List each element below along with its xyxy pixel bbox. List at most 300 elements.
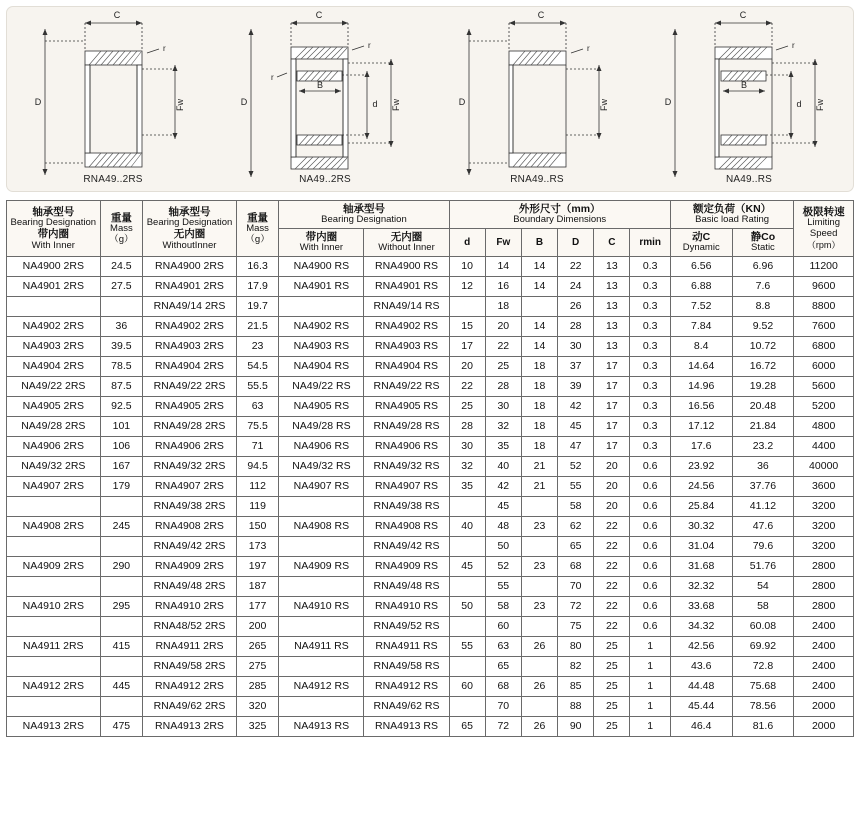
- table-cell: [279, 536, 364, 556]
- table-cell: 15: [449, 316, 485, 336]
- header-en: Bearing Designation: [10, 216, 97, 228]
- table-cell: 0.3: [630, 396, 670, 416]
- table-cell: 34.32: [670, 616, 732, 636]
- table-cell: NA4913 2RS: [7, 716, 101, 736]
- header-mass-without-inner: [236, 201, 279, 257]
- table-cell: 30: [558, 336, 594, 356]
- table-cell: 13: [594, 336, 630, 356]
- svg-text:r: r: [163, 44, 166, 53]
- table-cell: 17: [594, 436, 630, 456]
- table-cell: RNA4911 RS: [364, 636, 449, 656]
- header-d-outer: D: [558, 228, 594, 256]
- table-cell: 78.56: [732, 696, 794, 716]
- table-cell: NA4906 2RS: [7, 436, 101, 456]
- table-cell: [7, 616, 101, 636]
- table-cell: 2000: [794, 696, 854, 716]
- table-cell: RNA4902 2RS: [143, 316, 237, 336]
- table-cell: 0.6: [630, 576, 670, 596]
- table-cell: 31.04: [670, 536, 732, 556]
- svg-text:r: r: [792, 41, 795, 50]
- table-cell: 58: [732, 596, 794, 616]
- table-cell: 13: [594, 276, 630, 296]
- table-cell: 22: [594, 516, 630, 536]
- table-cell: [449, 576, 485, 596]
- header-cn: 动C: [692, 230, 711, 243]
- table-cell: 25: [594, 636, 630, 656]
- figure-caption-2: NA49..2RS: [299, 174, 351, 185]
- table-cell: 0.6: [630, 516, 670, 536]
- bearing-drawing-4: [643, 7, 855, 193]
- table-cell: 81.6: [732, 716, 794, 736]
- table-cell: 50: [449, 596, 485, 616]
- table-cell: 42: [558, 396, 594, 416]
- table-cell: 10.72: [732, 336, 794, 356]
- table-cell: 90: [558, 716, 594, 736]
- header-en: With Inner: [299, 242, 344, 254]
- table-cell: 285: [236, 676, 279, 696]
- table-cell: 23.92: [670, 456, 732, 476]
- table-cell: 1: [630, 696, 670, 716]
- table-cell: [100, 656, 143, 676]
- table-cell: 30: [449, 436, 485, 456]
- table-cell: 18: [521, 376, 557, 396]
- table-cell: 0.6: [630, 616, 670, 636]
- table-cell: 33.68: [670, 596, 732, 616]
- table-cell: 16.56: [670, 396, 732, 416]
- table-cell: NA49/32 2RS: [7, 456, 101, 476]
- header-en2: （g）: [109, 233, 134, 245]
- table-cell: 0.6: [630, 596, 670, 616]
- table-cell: 87.5: [100, 376, 143, 396]
- table-cell: RNA49/28 RS: [364, 416, 449, 436]
- table-cell: 26: [521, 676, 557, 696]
- table-cell: RNA4910 RS: [364, 596, 449, 616]
- table-cell: 63: [236, 396, 279, 416]
- table-cell: 290: [100, 556, 143, 576]
- table-cell: 65: [485, 656, 521, 676]
- table-cell: RNA49/32 2RS: [143, 456, 237, 476]
- header-cn: 无内圈: [390, 230, 423, 243]
- group-header-en: Limiting Speed: [807, 217, 841, 240]
- bearing-diagram-strip: [6, 6, 854, 192]
- table-cell: 51.76: [732, 556, 794, 576]
- table-cell: 70: [485, 696, 521, 716]
- table-cell: RNA49/14 RS: [364, 296, 449, 316]
- table-cell: 2800: [794, 596, 854, 616]
- table-cell: 23: [236, 336, 279, 356]
- table-cell: 36: [732, 456, 794, 476]
- header-cn: 静Co: [750, 230, 776, 243]
- header-cn: 轴承型号: [168, 205, 211, 218]
- table-cell: [279, 656, 364, 676]
- group-header-en: Basic load Rating: [695, 214, 770, 226]
- table-cell: 14.96: [670, 376, 732, 396]
- table-body: [7, 256, 854, 736]
- table-cell: 0.6: [630, 456, 670, 476]
- table-cell: 2400: [794, 616, 854, 636]
- table-cell: 7600: [794, 316, 854, 336]
- table-cell: 17.9: [236, 276, 279, 296]
- table-row: [7, 356, 854, 376]
- table-cell: NA4910 RS: [279, 596, 364, 616]
- svg-text:B: B: [316, 80, 324, 90]
- group-header-en: Bearing Designation: [321, 214, 407, 226]
- table-row: [7, 616, 854, 636]
- table-cell: 14: [521, 336, 557, 356]
- table-cell: 42.56: [670, 636, 732, 656]
- table-cell: 25: [594, 696, 630, 716]
- table-cell: 17.12: [670, 416, 732, 436]
- group-header-cn: 额定负荷（KN）: [693, 203, 772, 215]
- table-cell: 9.52: [732, 316, 794, 336]
- table-cell: RNA4908 2RS: [143, 516, 237, 536]
- table-cell: NA4907 2RS: [7, 476, 101, 496]
- svg-text:D: D: [664, 97, 672, 107]
- figure-caption-3: RNA49..RS: [510, 174, 564, 185]
- table-cell: NA4905 2RS: [7, 396, 101, 416]
- table-cell: 45: [558, 416, 594, 436]
- table-cell: 75.68: [732, 676, 794, 696]
- table-cell: 58: [485, 596, 521, 616]
- header-group-designation: [279, 201, 449, 229]
- table-cell: 55: [485, 576, 521, 596]
- table-cell: 22: [594, 576, 630, 596]
- svg-text:C: C: [315, 10, 323, 20]
- table-cell: 47.6: [732, 516, 794, 536]
- table-cell: 112: [236, 476, 279, 496]
- table-row: [7, 656, 854, 676]
- table-cell: 52: [558, 456, 594, 476]
- table-cell: 14.64: [670, 356, 732, 376]
- table-cell: [521, 696, 557, 716]
- bearing-figure-1: [7, 7, 219, 191]
- table-cell: 0.3: [630, 256, 670, 276]
- table-cell: 14: [521, 276, 557, 296]
- table-cell: 35: [449, 476, 485, 496]
- table-cell: 40000: [794, 456, 854, 476]
- table-cell: [7, 536, 101, 556]
- svg-text:d: d: [372, 99, 378, 109]
- header-en: Mass: [246, 222, 269, 234]
- header-designation-without-inner: [143, 201, 237, 257]
- table-cell: RNA4903 RS: [364, 336, 449, 356]
- table-cell: 25: [485, 356, 521, 376]
- table-cell: [449, 496, 485, 516]
- table-cell: RNA4904 RS: [364, 356, 449, 376]
- table-cell: RNA49/32 RS: [364, 456, 449, 476]
- table-cell: 2400: [794, 636, 854, 656]
- table-cell: 16.3: [236, 256, 279, 276]
- table-cell: RNA4901 RS: [364, 276, 449, 296]
- table-cell: 200: [236, 616, 279, 636]
- table-cell: 101: [100, 416, 143, 436]
- table-row: [7, 336, 854, 356]
- header-group-boundary: [449, 201, 670, 229]
- table-cell: 18: [485, 296, 521, 316]
- table-cell: 35: [485, 436, 521, 456]
- header-rmin: rmin: [630, 228, 670, 256]
- table-cell: NA4911 RS: [279, 636, 364, 656]
- svg-text:d: d: [796, 99, 802, 109]
- table-cell: 12: [449, 276, 485, 296]
- table-cell: 5600: [794, 376, 854, 396]
- header-cn: 重量: [247, 211, 269, 224]
- table-cell: 80: [558, 636, 594, 656]
- table-cell: 20: [485, 316, 521, 336]
- header-cn: 重量: [110, 211, 132, 224]
- table-cell: 3200: [794, 536, 854, 556]
- table-cell: 22: [485, 336, 521, 356]
- table-cell: RNA4900 RS: [364, 256, 449, 276]
- table-cell: 6.96: [732, 256, 794, 276]
- table-cell: 23: [521, 516, 557, 536]
- header-en2: WithoutInner: [162, 239, 217, 251]
- table-cell: 20: [594, 496, 630, 516]
- table-row: [7, 536, 854, 556]
- table-cell: 39.5: [100, 336, 143, 356]
- table-cell: 4400: [794, 436, 854, 456]
- table-row: [7, 436, 854, 456]
- table-cell: [7, 576, 101, 596]
- table-cell: RNA49/52 RS: [364, 616, 449, 636]
- header-en: Without Inner: [378, 242, 435, 254]
- header-cn: 轴承型号: [32, 205, 75, 218]
- table-cell: 2400: [794, 656, 854, 676]
- header-en2: （g）: [245, 233, 270, 245]
- table-cell: NA4905 RS: [279, 396, 364, 416]
- svg-text:r: r: [271, 73, 274, 82]
- table-cell: 92.5: [100, 396, 143, 416]
- table-cell: 14: [521, 316, 557, 336]
- table-cell: 17: [594, 376, 630, 396]
- figure-caption-1: RNA49..2RS: [83, 174, 143, 185]
- table-cell: 25: [594, 716, 630, 736]
- table-row: [7, 256, 854, 276]
- table-cell: 19.28: [732, 376, 794, 396]
- table-cell: 18: [521, 436, 557, 456]
- table-cell: RNA4913 2RS: [143, 716, 237, 736]
- table-cell: 22: [594, 596, 630, 616]
- table-cell: 41.12: [732, 496, 794, 516]
- table-cell: NA49/28 RS: [279, 416, 364, 436]
- table-cell: 45.44: [670, 696, 732, 716]
- table-cell: 17: [594, 416, 630, 436]
- table-row: [7, 456, 854, 476]
- table-cell: RNA49/42 RS: [364, 536, 449, 556]
- table-cell: NA4912 RS: [279, 676, 364, 696]
- table-cell: NA4909 RS: [279, 556, 364, 576]
- svg-text:r: r: [587, 44, 590, 53]
- table-cell: 0.3: [630, 356, 670, 376]
- group-header-en2: （rpm）: [806, 240, 841, 251]
- table-cell: 13: [594, 316, 630, 336]
- header-c: C: [594, 228, 630, 256]
- table-header: [7, 201, 854, 257]
- table-cell: 9600: [794, 276, 854, 296]
- table-cell: RNA49/14 2RS: [143, 296, 237, 316]
- header-cn: 带内圈: [305, 230, 338, 243]
- table-cell: RNA4901 2RS: [143, 276, 237, 296]
- table-cell: RNA4904 2RS: [143, 356, 237, 376]
- table-cell: 14: [485, 256, 521, 276]
- group-header-en: Boundary Dimensions: [513, 214, 607, 226]
- table-row: [7, 476, 854, 496]
- table-cell: RNA4900 2RS: [143, 256, 237, 276]
- header-en: Bearing Designation: [146, 216, 233, 228]
- svg-text:Fw: Fw: [815, 99, 825, 111]
- table-cell: 2400: [794, 676, 854, 696]
- table-cell: 2000: [794, 716, 854, 736]
- table-cell: NA4904 RS: [279, 356, 364, 376]
- header-cn2: 带内圈: [37, 228, 70, 241]
- table-cell: 43.6: [670, 656, 732, 676]
- table-cell: RNA4905 2RS: [143, 396, 237, 416]
- table-cell: 17: [594, 356, 630, 376]
- table-cell: RNA49/62 RS: [364, 696, 449, 716]
- table-cell: RNA49/22 2RS: [143, 376, 237, 396]
- table-cell: 68: [485, 676, 521, 696]
- table-cell: 16: [485, 276, 521, 296]
- table-cell: RNA4905 RS: [364, 396, 449, 416]
- table-cell: 17: [449, 336, 485, 356]
- header-sub-with-inner: [279, 228, 364, 256]
- table-cell: [521, 656, 557, 676]
- table-cell: 25.84: [670, 496, 732, 516]
- table-cell: 475: [100, 716, 143, 736]
- table-cell: 63: [485, 636, 521, 656]
- bearing-figure-4: [643, 7, 855, 191]
- table-cell: NA4900 RS: [279, 256, 364, 276]
- table-cell: [279, 696, 364, 716]
- table-cell: 27.5: [100, 276, 143, 296]
- table-cell: RNA49/28 2RS: [143, 416, 237, 436]
- table-cell: 17: [594, 396, 630, 416]
- table-cell: RNA48/52 2RS: [143, 616, 237, 636]
- table-cell: 0.3: [630, 376, 670, 396]
- table-cell: [7, 496, 101, 516]
- group-header-cn: 极限转速: [802, 206, 845, 219]
- table-cell: 75.5: [236, 416, 279, 436]
- table-cell: 58: [558, 496, 594, 516]
- table-cell: 23: [521, 556, 557, 576]
- table-cell: 13: [594, 256, 630, 276]
- table-cell: [279, 496, 364, 516]
- table-cell: 25: [449, 396, 485, 416]
- table-cell: 10: [449, 256, 485, 276]
- table-cell: 32: [449, 456, 485, 476]
- table-cell: 47: [558, 436, 594, 456]
- table-cell: RNA4907 RS: [364, 476, 449, 496]
- table-cell: 26: [558, 296, 594, 316]
- table-cell: [449, 656, 485, 676]
- bearing-drawing-3: [431, 7, 643, 193]
- table-row: [7, 696, 854, 716]
- header-static: [732, 228, 794, 256]
- table-cell: RNA4909 RS: [364, 556, 449, 576]
- table-cell: 325: [236, 716, 279, 736]
- table-cell: 78.5: [100, 356, 143, 376]
- table-cell: NA49/28 2RS: [7, 416, 101, 436]
- table-cell: RNA4909 2RS: [143, 556, 237, 576]
- table-cell: 6800: [794, 336, 854, 356]
- table-cell: 0.3: [630, 276, 670, 296]
- table-cell: 23.2: [732, 436, 794, 456]
- table-cell: [7, 656, 101, 676]
- table-cell: RNA49/48 RS: [364, 576, 449, 596]
- table-cell: 16.72: [732, 356, 794, 376]
- svg-text:r: r: [368, 41, 371, 50]
- table-row: [7, 496, 854, 516]
- table-cell: [100, 496, 143, 516]
- table-cell: 18: [521, 356, 557, 376]
- table-cell: 72.8: [732, 656, 794, 676]
- table-cell: 173: [236, 536, 279, 556]
- table-cell: 71: [236, 436, 279, 456]
- table-cell: [521, 536, 557, 556]
- table-cell: 37.76: [732, 476, 794, 496]
- table-cell: 8.8: [732, 296, 794, 316]
- table-cell: 22: [594, 616, 630, 636]
- table-cell: 70: [558, 576, 594, 596]
- table-row: [7, 676, 854, 696]
- table-cell: 0.3: [630, 416, 670, 436]
- table-cell: 39: [558, 376, 594, 396]
- table-cell: NA4903 2RS: [7, 336, 101, 356]
- table-cell: [100, 696, 143, 716]
- table-cell: RNA4903 2RS: [143, 336, 237, 356]
- table-cell: 3600: [794, 476, 854, 496]
- table-cell: NA4908 2RS: [7, 516, 101, 536]
- table-cell: 60.08: [732, 616, 794, 636]
- table-row: [7, 556, 854, 576]
- table-cell: RNA4907 2RS: [143, 476, 237, 496]
- table-cell: 28: [558, 316, 594, 336]
- table-cell: 18: [521, 416, 557, 436]
- table-cell: 7.52: [670, 296, 732, 316]
- table-row: [7, 316, 854, 336]
- table-cell: 44.48: [670, 676, 732, 696]
- table-cell: 6.88: [670, 276, 732, 296]
- table-cell: RNA49/48 2RS: [143, 576, 237, 596]
- bearing-figure-3: [431, 7, 643, 191]
- table-cell: 2800: [794, 556, 854, 576]
- table-cell: NA4906 RS: [279, 436, 364, 456]
- bearing-figure-2: [219, 7, 431, 191]
- table-cell: 119: [236, 496, 279, 516]
- table-cell: 32: [485, 416, 521, 436]
- table-cell: RNA4908 RS: [364, 516, 449, 536]
- table-cell: RNA49/62 2RS: [143, 696, 237, 716]
- table-cell: 48: [485, 516, 521, 536]
- table-cell: 54: [732, 576, 794, 596]
- header-sub-without-inner: [364, 228, 449, 256]
- table-cell: 79.6: [732, 536, 794, 556]
- table-cell: 60: [449, 676, 485, 696]
- table-cell: 1: [630, 656, 670, 676]
- table-cell: [521, 616, 557, 636]
- table-cell: 5200: [794, 396, 854, 416]
- table-cell: 21.5: [236, 316, 279, 336]
- svg-text:D: D: [240, 97, 248, 107]
- table-cell: 8800: [794, 296, 854, 316]
- table-cell: 68: [558, 556, 594, 576]
- table-cell: 28: [485, 376, 521, 396]
- table-cell: 320: [236, 696, 279, 716]
- table-cell: 20: [594, 456, 630, 476]
- table-cell: 24: [558, 276, 594, 296]
- table-cell: 1: [630, 716, 670, 736]
- table-cell: NA49/22 2RS: [7, 376, 101, 396]
